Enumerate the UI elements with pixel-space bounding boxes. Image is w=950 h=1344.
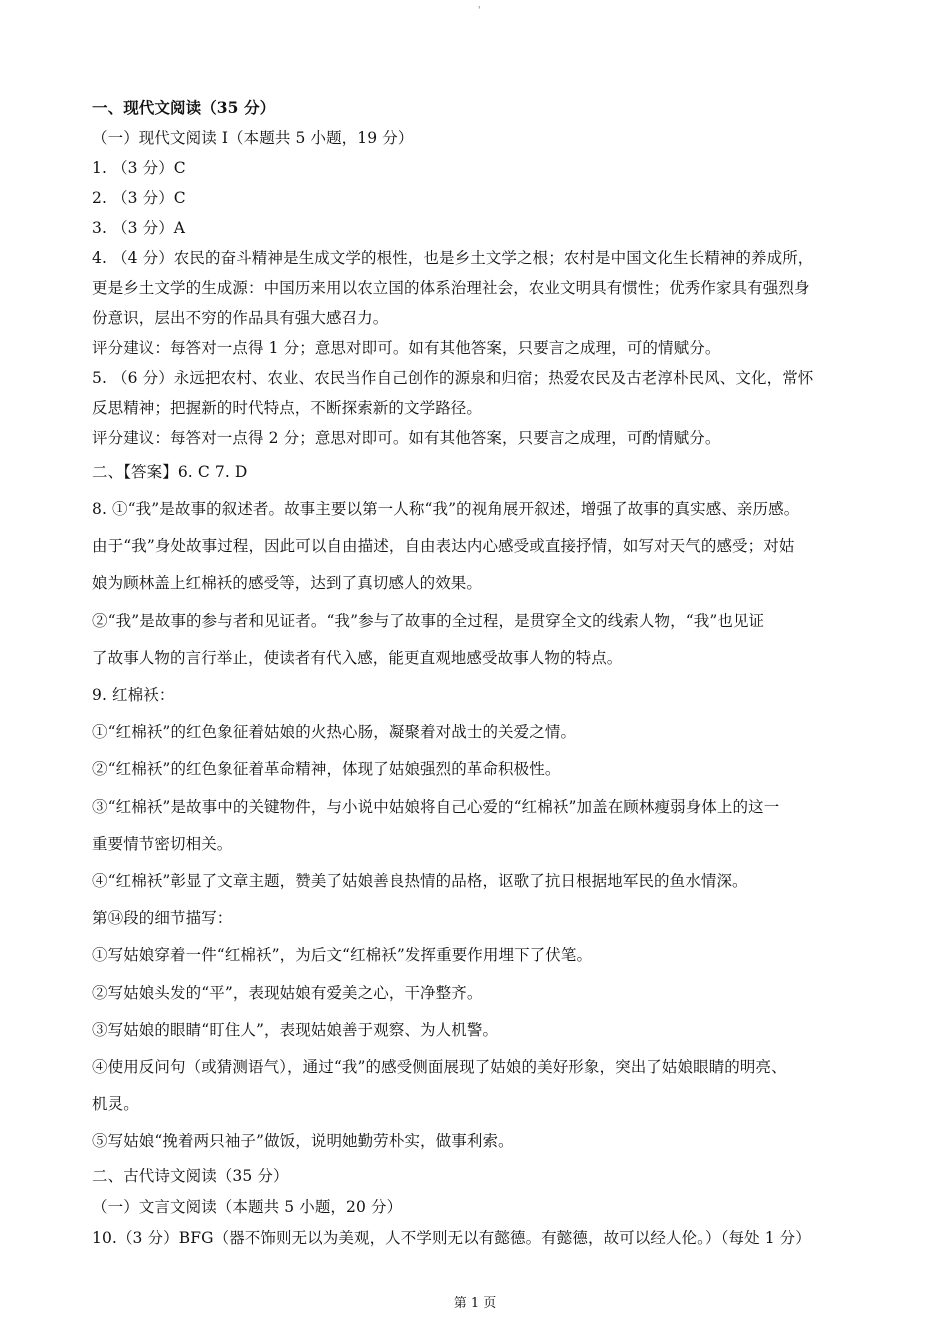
subsection-heading: （一）现代文阅读 I（本题共 5 小题，19 分） bbox=[92, 129, 414, 147]
answer-line: 二、【答案】6. C 7. D bbox=[92, 463, 248, 481]
answer-line: 更是乡土文学的生成源：中国历来用以农立国的体系治理社会，农业文明具有惯性；优秀作家具有强烈身 bbox=[92, 279, 810, 297]
page-number: 第 1 页 bbox=[453, 1296, 497, 1311]
answer-line: 5. （6 分）永远把农村、农业、农民当作自己创作的源泉和归宿；热爱农民及古老淳朴民风、文化，常怀 bbox=[92, 369, 814, 387]
grading-note: 评分建议：每答对一点得 1 分；意思对即可。如有其他答案，只要言之成理，可的情赋分。 bbox=[92, 339, 721, 357]
subsection-heading: （一）文言文阅读（本题共 5 小题，20 分） bbox=[92, 1198, 403, 1216]
answer-line: 10.（3 分）BFG（器不饰则无以为美观，人不学则无以有懿德。有懿德，故可以经人伦。）（每处 1 分） bbox=[92, 1229, 811, 1247]
answer-line: 娘为顾林盖上红棉袄的感受等，达到了真切感人的效果。 bbox=[92, 574, 483, 592]
answer-line: 3. （3 分）A bbox=[92, 219, 186, 237]
grading-note: 评分建议：每答对一点得 2 分；意思对即可。如有其他答案，只要言之成理，可酌情赋分。 bbox=[92, 429, 721, 447]
header-mark: ' bbox=[478, 6, 481, 16]
answer-line: 4. （4 分）农民的奋斗精神是生成文学的根性，也是乡土文学之根；农村是中国文化生长精神的养成所， bbox=[92, 249, 814, 267]
answer-line: 了故事人物的言行举止，使读者有代入感，能更直观地感受故事人物的特点。 bbox=[92, 649, 623, 667]
answer-line: 1. （3 分）C bbox=[92, 159, 186, 177]
answer-line: 2. （3 分）C bbox=[92, 189, 186, 207]
answer-line: ④“红棉袄”彰显了文章主题，赞美了姑娘善良热情的品格，讴歌了抗日根据地军民的鱼水情深。 bbox=[92, 872, 748, 890]
answer-line: ①写姑娘穿着一件“红棉袄”，为后文“红棉袄”发挥重要作用埋下了伏笔。 bbox=[92, 946, 593, 964]
answer-line: 8. ①“我”是故事的叙述者。故事主要以第一人称“我”的视角展开叙述，增强了故事的真实感、亲历感。 bbox=[92, 500, 800, 518]
answer-line: ②“红棉袄”的红色象征着革命精神，体现了姑娘强烈的革命积极性。 bbox=[92, 760, 561, 778]
answer-line: 份意识，层出不穷的作品具有强大感召力。 bbox=[92, 309, 389, 327]
answer-line: 机灵。 bbox=[92, 1095, 139, 1113]
section-heading-classical: 二、古代诗文阅读（35 分） bbox=[92, 1167, 289, 1185]
answer-line: 9. 红棉袄： bbox=[92, 686, 175, 704]
answer-line: ⑤写姑娘“挽着两只袖子”做饭，说明她勤劳朴实，做事利索。 bbox=[92, 1132, 514, 1150]
answer-line: 重要情节密切相关。 bbox=[92, 835, 233, 853]
answer-line: 反思精神；把握新的时代特点，不断探索新的文学路径。 bbox=[92, 399, 483, 417]
answer-line: ④使用反问句（或猜测语气），通过“我”的感受侧面展现了姑娘的美好形象，突出了姑娘眼睛的明亮、 bbox=[92, 1058, 787, 1076]
answer-line: 第⑭段的细节描写： bbox=[92, 909, 233, 927]
answer-line: ①“红棉袄”的红色象征着姑娘的火热心肠，凝聚着对战士的关爱之情。 bbox=[92, 723, 577, 741]
answer-line: ③“红棉袄”是故事中的关键物件，与小说中姑娘将自己心爱的“红棉袄”加盖在顾林瘦弱身体上的这一 bbox=[92, 798, 780, 816]
answer-line: ②写姑娘头发的“平”，表现姑娘有爱美之心，干净整齐。 bbox=[92, 984, 483, 1002]
answer-line: 由于“我”身处故事过程，因此可以自由描述，自由表达内心感受或直接抒情，如写对天气的感受；对姑 bbox=[92, 537, 795, 555]
answer-line: ②“我”是故事的参与者和见证者。“我”参与了故事的全过程，是贯穿全文的线索人物，“我”也见证 bbox=[92, 612, 765, 630]
section-heading-modern-reading: 一、现代文阅读（35 分） bbox=[92, 98, 276, 117]
answer-line: ③写姑娘的眼睛“盯住人”，表现姑娘善于观察、为人机警。 bbox=[92, 1021, 499, 1039]
